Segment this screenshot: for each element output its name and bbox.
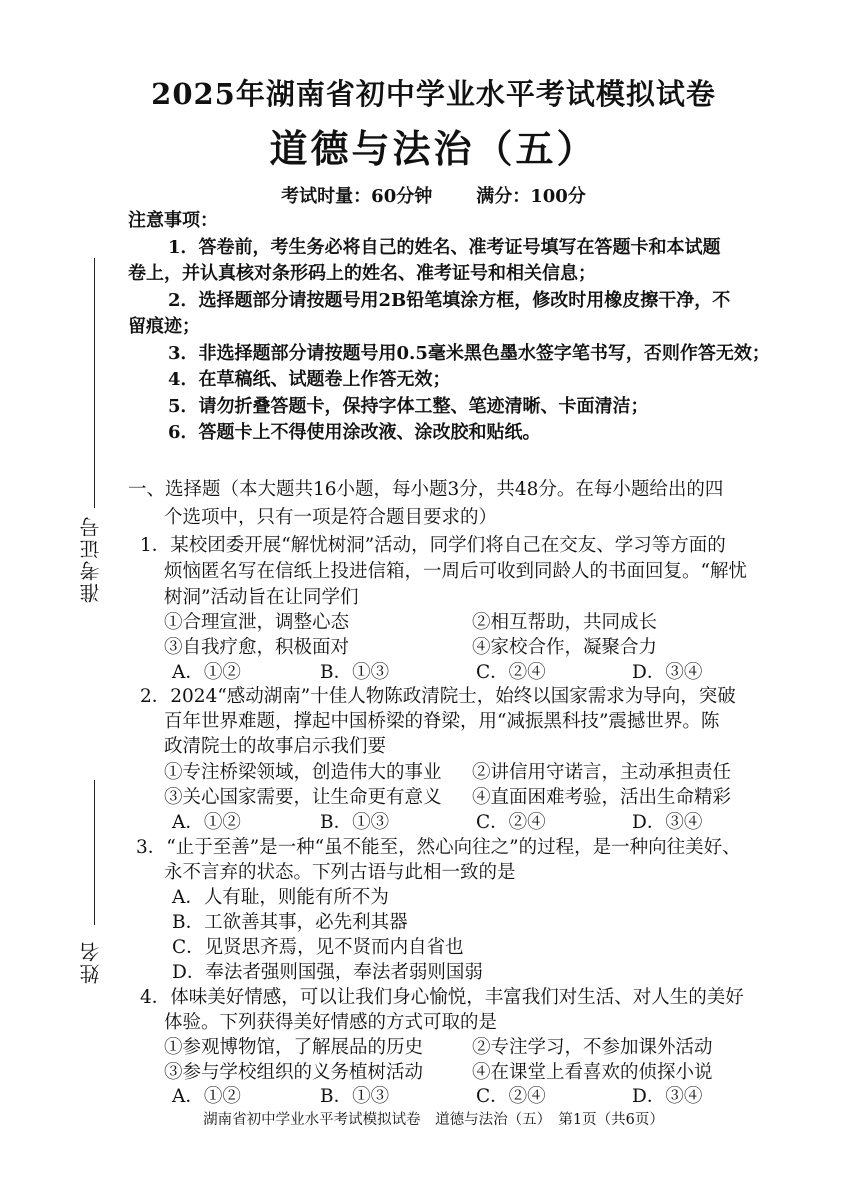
section-heading: 一、选择题（本大题共16小题，每小题3分，共48分。在每小题给出的四 bbox=[128, 479, 724, 500]
notice-line: 2．选择题部分请按题号用2B铅笔填涂方框，修改时用橡皮擦干净，不 bbox=[168, 290, 731, 311]
q4-item: ③参与学校组织的义务植树活动 bbox=[164, 1062, 424, 1083]
q3-option-d[interactable]: D．奉法者强则国强，奉法者弱则国弱 bbox=[172, 962, 483, 983]
q1-option-c[interactable]: C．②④ bbox=[476, 662, 546, 683]
notice-heading: 注意事项： bbox=[128, 210, 218, 231]
q3-stem: 3．“止于至善”是一种“虽不能至，然心向往之”的过程，是一种向往美好、 bbox=[136, 837, 741, 858]
q1-option-d[interactable]: D．③④ bbox=[632, 662, 703, 683]
q1-stem: 树洞”活动旨在让同学们 bbox=[164, 587, 359, 608]
q1-item: ①合理宣泄，调整心态 bbox=[164, 612, 350, 633]
notice-line: 6．答题卡上不得使用涂改液、涂改胶和贴纸。 bbox=[168, 422, 541, 443]
q2-option-a[interactable]: A．①② bbox=[172, 812, 241, 833]
exam-no-line bbox=[94, 258, 95, 508]
exam-score: 满分：100分 bbox=[476, 186, 586, 207]
q2-item: ①专注桥梁领域，创造伟大的事业 bbox=[164, 762, 442, 783]
notice-line: 留痕迹； bbox=[128, 316, 200, 337]
q2-stem: 政清院士的故事启示我们要 bbox=[164, 736, 387, 757]
q1-option-a[interactable]: A．①② bbox=[172, 662, 241, 683]
notice-line: 5．请勿折叠答题卡，保持字体工整、笔迹清晰、卡面清洁； bbox=[168, 396, 649, 417]
section-heading-cont: 个选项中，只有一项是符合题目要求的） bbox=[164, 507, 498, 528]
q4-item: ①参观博物馆，了解展品的历史 bbox=[164, 1037, 424, 1058]
q4-item: ④在课堂上看喜欢的侦探小说 bbox=[472, 1062, 713, 1083]
q4-stem: 4．体味美好情感，可以让我们身心愉悦，丰富我们对生活、对人生的美好 bbox=[140, 987, 744, 1008]
exam-time: 考试时量：60分钟 bbox=[281, 186, 433, 207]
q2-option-d[interactable]: D．③④ bbox=[632, 812, 703, 833]
q2-stem: 2．2024“感动湖南”十佳人物陈政清院士，始终以国家需求为导向，突破 bbox=[140, 686, 736, 707]
q1-stem: 1．某校团委开展“解忧树洞”活动，同学们将自己在交友、学习等方面的 bbox=[140, 535, 726, 556]
q2-item: ③关心国家需要，让生命更有意义 bbox=[164, 787, 442, 808]
q4-option-c[interactable]: C．②④ bbox=[476, 1086, 546, 1107]
q4-option-d[interactable]: D．③④ bbox=[632, 1086, 703, 1107]
q2-option-c[interactable]: C．②④ bbox=[476, 812, 546, 833]
notice-line: 3．非选择题部分请按题号用0.5毫米黑色墨水签字笔书写，否则作答无效； bbox=[168, 343, 770, 364]
q1-item: ③自我疗愈，积极面对 bbox=[164, 637, 350, 658]
q3-option-b[interactable]: B．工欲善其事，必先利其器 bbox=[172, 912, 408, 933]
notice-line: 1．答卷前，考生务必将自己的姓名、准考证号填写在答题卡和本试题 bbox=[168, 237, 721, 258]
q3-stem: 永不言弃的状态。下列古语与此相一致的是 bbox=[164, 862, 516, 883]
q1-item: ②相互帮助，共同成长 bbox=[472, 612, 658, 633]
q4-stem: 体验。下列获得美好情感的方式可取的是 bbox=[164, 1012, 498, 1033]
notice-line: 卷上，并认真核对条形码上的姓名、准考证号和相关信息； bbox=[128, 263, 596, 284]
q4-option-a[interactable]: A．①② bbox=[172, 1086, 241, 1107]
q2-stem: 百年世界难题，撑起中国桥梁的脊梁，用“减振黑科技”震撼世界。陈 bbox=[164, 711, 720, 732]
name-line bbox=[94, 780, 95, 925]
q3-option-c[interactable]: C．见贤思齐焉，见不贤而内自省也 bbox=[172, 937, 464, 958]
page-footer: 湖南省初中学业水平考试模拟试卷 道德与法治（五） 第1页（共6页） bbox=[203, 1112, 664, 1128]
exam-meta bbox=[0, 182, 867, 208]
exam-subtitle: 道德与法治（五） bbox=[269, 126, 598, 171]
q1-option-b[interactable]: B．①③ bbox=[320, 662, 390, 683]
notice-line: 4．在草稿纸、试题卷上作答无效； bbox=[168, 369, 451, 390]
q3-option-a[interactable]: A．人有耻，则能有所不为 bbox=[172, 887, 389, 908]
exam-no-label: 准考证号 bbox=[79, 515, 103, 603]
exam-title: 2025年湖南省初中学业水平考试模拟试卷 bbox=[151, 77, 716, 111]
q1-stem: 烦恼匿名写在信纸上投进信箱，一周后可收到同龄人的书面回复。“解忧 bbox=[164, 561, 747, 582]
q1-item: ④家校合作，凝聚合力 bbox=[472, 637, 658, 658]
q2-item: ④直面困难考验，活出生命精彩 bbox=[472, 787, 732, 808]
q2-option-b[interactable]: B．①③ bbox=[320, 812, 390, 833]
q2-item: ②讲信用守诺言，主动承担责任 bbox=[472, 762, 732, 783]
q4-option-b[interactable]: B．①③ bbox=[320, 1086, 390, 1107]
name-label: 姓名 bbox=[79, 940, 103, 984]
q4-item: ②专注学习，不参加课外活动 bbox=[472, 1037, 713, 1058]
